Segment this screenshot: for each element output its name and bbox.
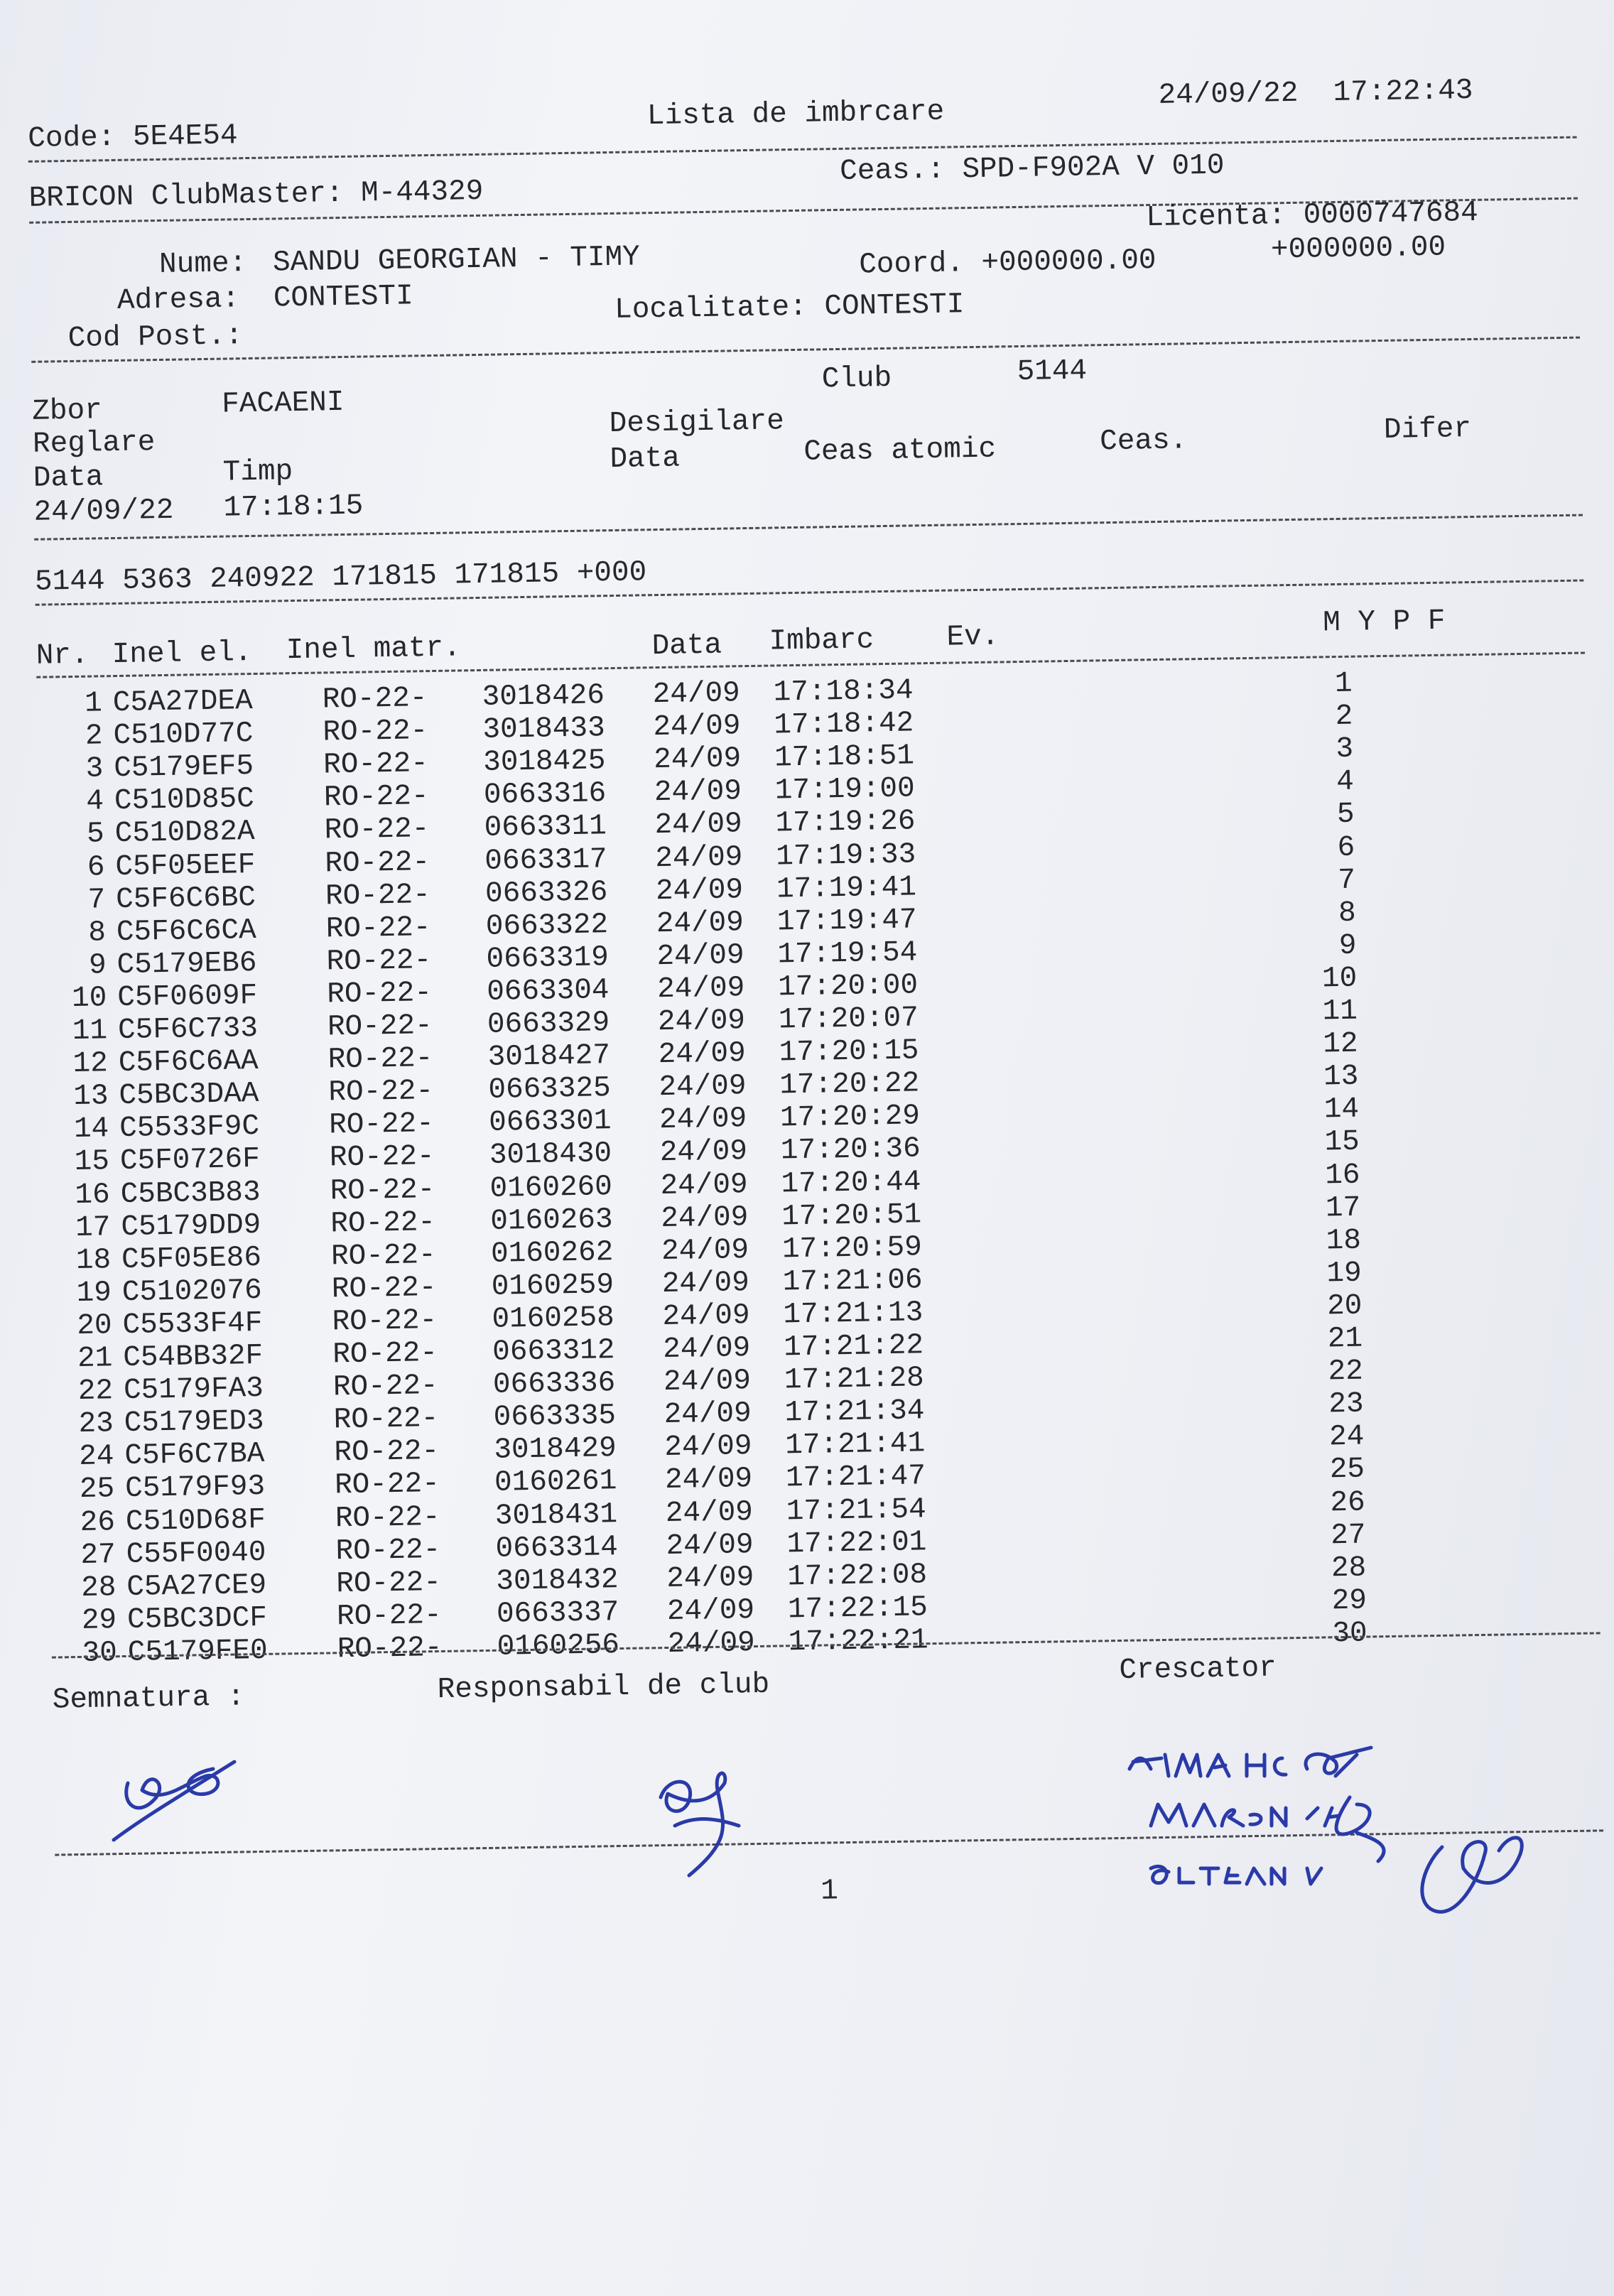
row-ring-prefix: RO-22- bbox=[323, 715, 428, 749]
row-inel-matr: 3018425 bbox=[482, 744, 606, 780]
row-inel-matr: 0663322 bbox=[485, 908, 609, 943]
row-m-position: 13 bbox=[1323, 1060, 1359, 1094]
desigilare-date-label: Data bbox=[610, 442, 681, 477]
row-date: 24/09 bbox=[658, 1037, 747, 1072]
row-m-position: 16 bbox=[1324, 1159, 1360, 1192]
row-time: 17:21:54 bbox=[786, 1493, 927, 1528]
row-m-position: 27 bbox=[1330, 1519, 1366, 1552]
row-ring-prefix: RO-22- bbox=[330, 1238, 437, 1274]
row-inel-matr: 0160258 bbox=[492, 1301, 615, 1336]
row-nr: 6 bbox=[87, 850, 105, 884]
row-inel-matr: 0160256 bbox=[497, 1628, 620, 1664]
row-nr: 17 bbox=[75, 1211, 111, 1245]
row-nr: 15 bbox=[74, 1145, 110, 1179]
row-nr: 29 bbox=[81, 1603, 117, 1637]
row-nr: 4 bbox=[86, 785, 104, 818]
row-time: 17:21:22 bbox=[783, 1329, 924, 1365]
printed-document bbox=[21, 53, 1614, 1996]
row-ring-prefix: RO-22- bbox=[323, 780, 429, 815]
row-time: 17:20:00 bbox=[777, 969, 919, 1004]
row-ring-prefix: RO-22- bbox=[335, 1566, 442, 1601]
row-m-position: 8 bbox=[1338, 897, 1357, 930]
row-time: 17:20:29 bbox=[779, 1100, 921, 1135]
row-inel-matr: 0663312 bbox=[492, 1334, 615, 1369]
row-inel-el: C5F6C733 bbox=[117, 1012, 259, 1048]
reglare-date: 24/09/22 bbox=[33, 494, 174, 529]
row-inel-matr: 0663316 bbox=[483, 777, 607, 813]
clubmaster-label: BRICON ClubMaster: M-44329 bbox=[28, 175, 484, 215]
row-date: 24/09 bbox=[667, 1626, 756, 1661]
row-ring-prefix: RO-22- bbox=[327, 1042, 433, 1077]
row-ring-prefix: RO-22- bbox=[329, 1140, 435, 1175]
row-m-position: 3 bbox=[1336, 732, 1354, 767]
col-ev: Ev. bbox=[946, 620, 1000, 654]
row-m-position: 25 bbox=[1329, 1453, 1365, 1487]
row-time: 17:20:51 bbox=[781, 1198, 922, 1233]
row-nr: 2 bbox=[85, 720, 103, 753]
owner-address: CONTESTI bbox=[273, 280, 414, 315]
row-nr: 5 bbox=[86, 818, 105, 852]
row-inel-matr: 3018430 bbox=[489, 1137, 612, 1173]
row-ring-prefix: RO-22- bbox=[333, 1402, 439, 1437]
row-nr: 9 bbox=[88, 949, 107, 982]
row-ring-prefix: RO-22- bbox=[330, 1206, 436, 1240]
row-time: 17:19:26 bbox=[775, 805, 916, 840]
row-ring-prefix: RO-22- bbox=[325, 911, 431, 946]
row-time: 17:19:47 bbox=[776, 904, 917, 939]
row-inel-matr: 0160259 bbox=[491, 1268, 614, 1304]
row-inel-el: C5BC3DAA bbox=[119, 1078, 259, 1113]
row-time: 17:21:06 bbox=[782, 1264, 923, 1299]
row-ring-prefix: RO-22- bbox=[326, 976, 433, 1012]
signature-2-icon bbox=[646, 1748, 774, 1890]
row-time: 17:22:01 bbox=[786, 1525, 927, 1561]
row-nr: 30 bbox=[82, 1637, 118, 1670]
row-nr: 20 bbox=[77, 1309, 112, 1343]
row-inel-el: C5F6C7BA bbox=[124, 1438, 265, 1473]
row-inel-matr: 3018433 bbox=[482, 712, 606, 747]
row-nr: 14 bbox=[73, 1112, 109, 1147]
row-ring-prefix: RO-22- bbox=[335, 1500, 440, 1535]
row-nr: 27 bbox=[80, 1538, 117, 1572]
row-ring-prefix: RO-22- bbox=[332, 1304, 438, 1339]
row-nr: 8 bbox=[87, 916, 107, 950]
row-inel-el: C5F6C6AA bbox=[118, 1045, 259, 1081]
row-nr: 7 bbox=[87, 883, 106, 917]
row-inel-matr: 0160263 bbox=[489, 1203, 613, 1238]
row-nr: 26 bbox=[80, 1505, 116, 1539]
row-inel-matr: 0663337 bbox=[496, 1596, 619, 1631]
col-inel-matr: Inel matr. bbox=[286, 632, 462, 668]
signature-1-icon bbox=[99, 1733, 270, 1854]
col-nr: Nr. bbox=[36, 639, 89, 673]
difference-label: Difer bbox=[1383, 413, 1472, 447]
row-inel-matr: 3018426 bbox=[482, 679, 605, 714]
name-label: Nume: bbox=[158, 247, 247, 281]
row-inel-el: C5BC3DCF bbox=[126, 1601, 268, 1637]
row-date: 24/09 bbox=[659, 1103, 747, 1137]
row-time: 17:19:33 bbox=[775, 838, 916, 873]
row-inel-matr: 3018431 bbox=[494, 1498, 618, 1533]
row-ring-prefix: RO-22- bbox=[325, 878, 431, 914]
club-label: Club bbox=[821, 362, 892, 396]
row-inel-el: C55F0040 bbox=[126, 1536, 266, 1571]
row-nr: 10 bbox=[71, 982, 107, 1015]
row-nr: 21 bbox=[77, 1342, 113, 1375]
row-inel-matr: 0663304 bbox=[486, 974, 610, 1009]
row-m-position: 9 bbox=[1338, 929, 1357, 963]
row-time: 17:21:13 bbox=[783, 1296, 924, 1332]
row-m-position: 21 bbox=[1327, 1322, 1363, 1356]
row-ring-prefix: RO-22- bbox=[322, 682, 428, 717]
row-inel-el: C54BB32F bbox=[122, 1339, 264, 1375]
row-time: 17:22:15 bbox=[787, 1591, 928, 1627]
row-nr: 28 bbox=[80, 1571, 117, 1605]
row-inel-matr: 0663317 bbox=[484, 843, 607, 878]
club-number: 5144 bbox=[1017, 354, 1088, 389]
row-date: 24/09 bbox=[655, 873, 744, 908]
reglare-time: 17:18:15 bbox=[223, 489, 364, 525]
row-nr: 3 bbox=[85, 752, 104, 786]
row-date: 24/09 bbox=[664, 1397, 752, 1432]
coordinates: Coord. +000000.00 bbox=[858, 244, 1157, 282]
row-m-position: 10 bbox=[1321, 962, 1358, 996]
row-m-position: 30 bbox=[1332, 1617, 1367, 1651]
reglare-date-label: Data bbox=[33, 461, 104, 495]
row-time: 17:20:44 bbox=[781, 1165, 921, 1201]
row-date: 24/09 bbox=[661, 1266, 750, 1301]
row-nr: 18 bbox=[75, 1243, 112, 1277]
row-m-position: 28 bbox=[1331, 1552, 1367, 1585]
separator bbox=[28, 136, 1577, 163]
col-imbarc: Imbarc bbox=[769, 624, 874, 659]
print-datetime: 24/09/22 17:22:43 bbox=[1158, 74, 1473, 112]
row-ring-prefix: RO-22- bbox=[337, 1631, 443, 1667]
row-ring-prefix: RO-22- bbox=[336, 1598, 443, 1634]
row-inel-el: C5F6C6BC bbox=[115, 881, 256, 916]
row-inel-el: C5F05E86 bbox=[121, 1241, 262, 1277]
row-inel-matr: 0663326 bbox=[484, 875, 608, 911]
row-ring-prefix: RO-22- bbox=[328, 1075, 434, 1110]
code-label: Code: 5E4E54 bbox=[27, 119, 238, 156]
row-inel-matr: 0160261 bbox=[494, 1465, 617, 1500]
row-time: 17:21:41 bbox=[785, 1427, 926, 1463]
row-m-position: 14 bbox=[1323, 1093, 1360, 1127]
row-nr: 1 bbox=[84, 687, 103, 720]
row-time: 17:19:00 bbox=[774, 772, 916, 808]
row-nr: 19 bbox=[76, 1277, 112, 1310]
row-inel-el: C5102076 bbox=[121, 1274, 263, 1309]
row-inel-el: C5179EB6 bbox=[117, 946, 257, 982]
row-m-position: 12 bbox=[1323, 1027, 1358, 1061]
row-time: 17:20:15 bbox=[779, 1034, 919, 1070]
row-m-position: 5 bbox=[1336, 798, 1355, 832]
page-number: 1 bbox=[820, 1875, 839, 1908]
row-nr: 13 bbox=[72, 1080, 109, 1114]
row-time: 17:20:36 bbox=[780, 1132, 921, 1168]
row-nr: 12 bbox=[72, 1047, 109, 1081]
row-inel-matr: 0663311 bbox=[484, 810, 607, 845]
row-inel-el: C510D68F bbox=[125, 1503, 266, 1539]
row-ring-prefix: RO-22- bbox=[331, 1271, 437, 1306]
row-inel-el: C510D82A bbox=[114, 816, 255, 851]
row-ring-prefix: RO-22- bbox=[325, 845, 430, 880]
row-time: 17:18:42 bbox=[774, 707, 914, 742]
breeder-label: Crescator bbox=[1119, 1652, 1277, 1687]
row-m-position: 22 bbox=[1328, 1355, 1364, 1389]
coordinates-2: +000000.00 bbox=[1270, 231, 1446, 267]
row-inel-el: C5179DD9 bbox=[121, 1208, 261, 1244]
row-inel-matr: 0663329 bbox=[487, 1007, 610, 1041]
reglare-time-label: Timp bbox=[222, 455, 293, 489]
row-date: 24/09 bbox=[665, 1495, 754, 1530]
row-m-position: 29 bbox=[1331, 1584, 1367, 1618]
row-m-position: 17 bbox=[1325, 1191, 1361, 1225]
row-ring-prefix: RO-22- bbox=[323, 747, 429, 782]
row-nr: 23 bbox=[78, 1407, 114, 1441]
clock-summary-line: 5144 5363 240922 171815 171815 +000 bbox=[34, 556, 647, 599]
row-ring-prefix: RO-22- bbox=[332, 1337, 438, 1372]
row-inel-el: C5F0726F bbox=[119, 1143, 261, 1179]
flight-label: Zbor bbox=[32, 394, 103, 428]
row-inel-el: C5A27DEA bbox=[112, 684, 254, 720]
row-time: 17:20:59 bbox=[781, 1230, 923, 1267]
row-date: 24/09 bbox=[663, 1365, 752, 1399]
row-date: 24/09 bbox=[660, 1168, 748, 1203]
atomic-clock-label: Ceas atomic bbox=[803, 433, 997, 469]
row-inel-el: C5533F4F bbox=[122, 1306, 263, 1342]
row-inel-el: C5533F9C bbox=[119, 1110, 260, 1146]
row-date: 24/09 bbox=[664, 1430, 752, 1465]
row-inel-el: C5BC3B83 bbox=[120, 1176, 261, 1211]
row-ring-prefix: RO-22- bbox=[327, 1009, 433, 1044]
row-date: 24/09 bbox=[661, 1233, 749, 1268]
row-date: 24/09 bbox=[656, 938, 744, 973]
row-inel-matr: 0663335 bbox=[493, 1399, 617, 1434]
row-inel-el: C5A27CE9 bbox=[126, 1569, 267, 1604]
row-date: 24/09 bbox=[662, 1299, 750, 1333]
row-date: 24/09 bbox=[656, 972, 745, 1006]
desigilare-label: Desigilare bbox=[609, 405, 785, 441]
row-m-position: 4 bbox=[1336, 765, 1355, 799]
row-date: 24/09 bbox=[654, 808, 743, 843]
row-time: 17:19:41 bbox=[776, 870, 917, 906]
row-ring-prefix: RO-22- bbox=[330, 1173, 435, 1208]
row-inel-el: C5179ED3 bbox=[124, 1405, 264, 1441]
row-time: 17:21:28 bbox=[784, 1362, 925, 1397]
postal-code-label: Cod Post.: bbox=[67, 320, 244, 356]
row-time: 17:18:34 bbox=[773, 674, 914, 710]
clock-model: Ceas.: SPD-F902A V 010 bbox=[839, 149, 1225, 188]
row-m-position: 24 bbox=[1328, 1420, 1365, 1454]
row-date: 24/09 bbox=[653, 710, 741, 744]
row-m-position: 2 bbox=[1335, 700, 1353, 734]
row-nr: 25 bbox=[79, 1473, 115, 1507]
row-date: 24/09 bbox=[666, 1561, 754, 1596]
owner-name: SANDU GEORGIAN - TIMY bbox=[272, 241, 641, 280]
row-inel-matr: 3018429 bbox=[494, 1432, 617, 1468]
row-ring-prefix: RO-22- bbox=[332, 1370, 438, 1404]
row-inel-el: C5F6C6CA bbox=[116, 914, 257, 949]
row-inel-matr: 0663301 bbox=[488, 1105, 612, 1140]
row-time: 17:21:34 bbox=[784, 1395, 925, 1430]
row-date: 24/09 bbox=[653, 742, 742, 777]
separator bbox=[31, 337, 1580, 363]
row-inel-el: C5179FA3 bbox=[123, 1372, 264, 1408]
row-time: 17:22:21 bbox=[788, 1624, 928, 1659]
row-inel-matr: 0160262 bbox=[490, 1235, 614, 1271]
row-inel-el: C5179FE0 bbox=[127, 1634, 269, 1669]
breeder-signatures-icon bbox=[1122, 1726, 1563, 1939]
locality: Localitate: CONTESTI bbox=[614, 288, 965, 327]
row-date: 24/09 bbox=[659, 1070, 747, 1105]
document-title: Lista de imbrcare bbox=[646, 95, 945, 134]
col-data: Data bbox=[651, 629, 722, 664]
row-inel-matr: 0663325 bbox=[488, 1072, 612, 1108]
row-m-position: 1 bbox=[1334, 667, 1353, 701]
row-time: 17:20:07 bbox=[778, 1002, 919, 1037]
club-responsible-label: Responsabil de club bbox=[437, 1668, 770, 1707]
row-m-position: 19 bbox=[1326, 1257, 1363, 1291]
address-label: Adresa: bbox=[117, 283, 240, 318]
row-ring-prefix: RO-22- bbox=[328, 1108, 435, 1142]
row-ring-prefix: RO-22- bbox=[334, 1468, 440, 1502]
row-nr: 11 bbox=[72, 1014, 108, 1049]
row-m-position: 6 bbox=[1337, 831, 1355, 865]
row-m-position: 20 bbox=[1326, 1289, 1363, 1323]
row-time: 17:22:08 bbox=[786, 1558, 928, 1594]
col-inel-el: Inel el. bbox=[112, 637, 252, 672]
row-m-position: 23 bbox=[1328, 1387, 1364, 1422]
row-time: 17:20:22 bbox=[779, 1067, 920, 1103]
row-ring-prefix: RO-22- bbox=[335, 1533, 441, 1568]
row-time: 17:21:47 bbox=[785, 1460, 926, 1495]
row-ring-prefix: RO-22- bbox=[324, 813, 430, 848]
row-m-position: 18 bbox=[1326, 1224, 1362, 1258]
row-inel-el: C5F05EEF bbox=[115, 848, 256, 884]
row-date: 24/09 bbox=[664, 1463, 753, 1498]
row-date: 24/09 bbox=[656, 906, 744, 941]
row-ring-prefix: RO-22- bbox=[326, 943, 432, 979]
row-inel-matr: 0663314 bbox=[495, 1530, 619, 1566]
flight-name: FACAENI bbox=[221, 386, 345, 421]
clock-label: Ceas. bbox=[1099, 424, 1188, 459]
row-inel-el: C5F0609F bbox=[117, 979, 258, 1014]
row-ring-prefix: RO-22- bbox=[334, 1435, 440, 1470]
row-inel-matr: 3018432 bbox=[495, 1563, 619, 1598]
row-date: 24/09 bbox=[666, 1593, 755, 1628]
row-inel-matr: 0160260 bbox=[489, 1170, 613, 1206]
row-date: 24/09 bbox=[655, 840, 743, 875]
row-m-position: 11 bbox=[1322, 995, 1358, 1029]
row-date: 24/09 bbox=[666, 1528, 754, 1563]
row-time: 17:18:51 bbox=[774, 740, 915, 775]
col-myp: M Y P F bbox=[1322, 605, 1446, 640]
signature-label: Semnatura : bbox=[52, 1681, 245, 1717]
row-inel-el: C5179EF5 bbox=[113, 750, 254, 786]
row-date: 24/09 bbox=[660, 1201, 749, 1235]
row-date: 24/09 bbox=[657, 1004, 746, 1039]
row-nr: 24 bbox=[78, 1440, 114, 1474]
row-m-position: 7 bbox=[1338, 864, 1356, 897]
row-inel-el: C510D85C bbox=[114, 783, 255, 818]
row-m-position: 15 bbox=[1324, 1125, 1360, 1159]
reglare-label: Reglare bbox=[32, 426, 156, 461]
row-nr: 22 bbox=[77, 1375, 114, 1409]
row-inel-el: C5179F93 bbox=[124, 1471, 266, 1506]
license-number: Licenta: 0000747684 bbox=[1145, 196, 1479, 235]
row-date: 24/09 bbox=[659, 1135, 748, 1170]
row-inel-matr: 3018427 bbox=[487, 1039, 611, 1074]
row-date: 24/09 bbox=[662, 1332, 751, 1367]
row-time: 17:19:54 bbox=[777, 936, 918, 972]
row-inel-matr: 0663336 bbox=[492, 1367, 616, 1402]
row-inel-matr: 0663319 bbox=[486, 941, 610, 976]
row-date: 24/09 bbox=[652, 677, 741, 712]
row-m-position: 26 bbox=[1330, 1486, 1366, 1520]
row-nr: 16 bbox=[75, 1178, 111, 1212]
row-inel-el: C510D77C bbox=[113, 718, 254, 753]
row-date: 24/09 bbox=[654, 775, 742, 810]
